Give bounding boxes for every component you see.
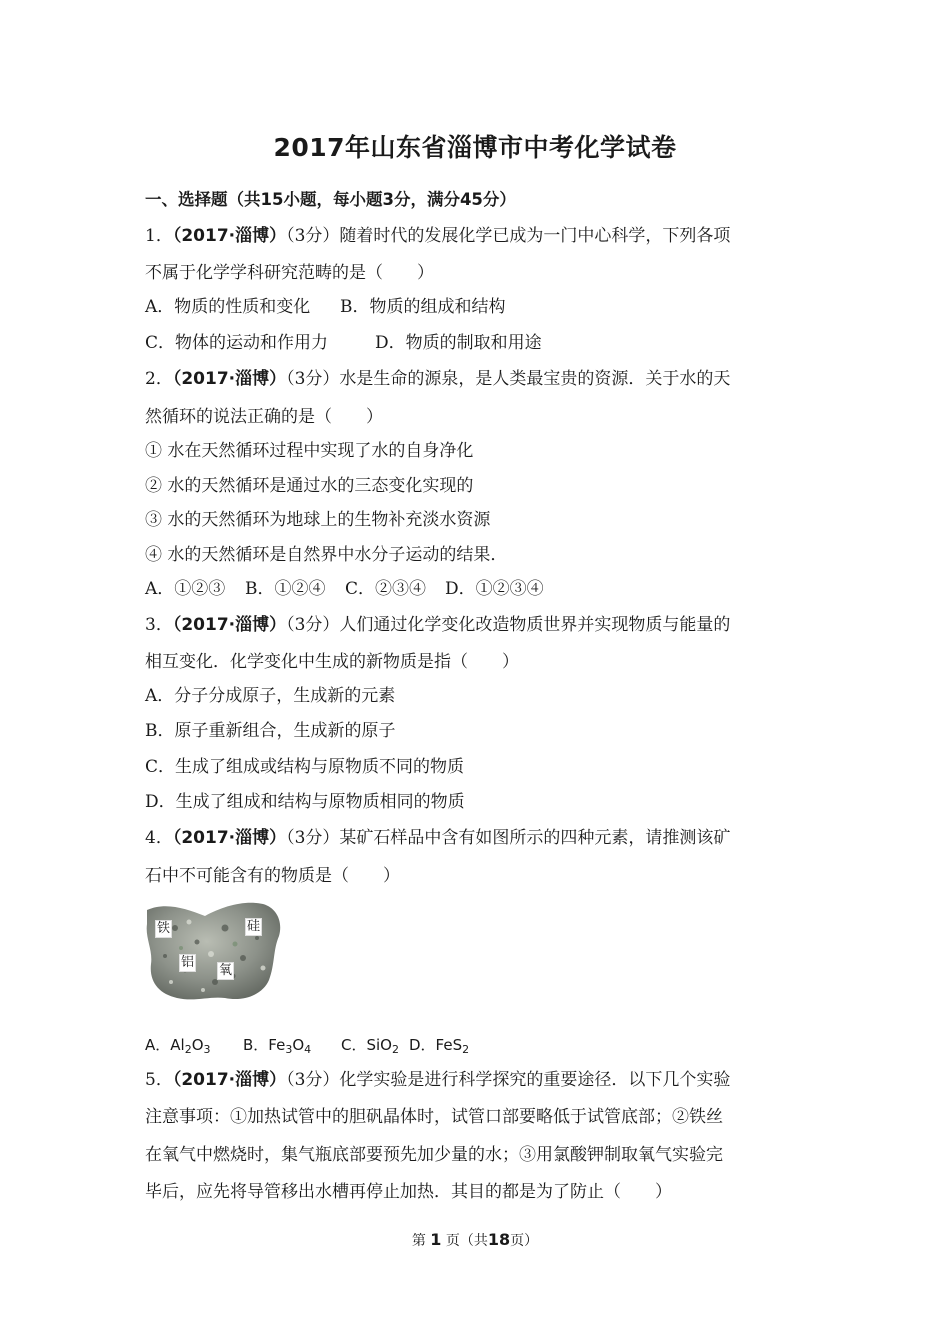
page-number: 1 bbox=[430, 1230, 442, 1249]
options-row bbox=[145, 577, 825, 601]
question-4 bbox=[145, 826, 825, 850]
statement-2: ② 水的天然循环是通过水的三态变化实现的 bbox=[145, 476, 474, 496]
option-d: D．①②③④ bbox=[445, 579, 544, 599]
label-oxygen: 氧 bbox=[219, 963, 233, 978]
question-number: 2． bbox=[145, 369, 173, 389]
question-text: （3分）化学实验是进行科学探究的重要途径．以下几个实验 bbox=[286, 1070, 731, 1090]
options-row bbox=[145, 1033, 825, 1062]
source-tag: （2017·淄博） bbox=[172, 369, 287, 389]
option-a: A．物质的性质和变化 bbox=[145, 297, 311, 317]
question-5 bbox=[145, 1068, 825, 1092]
option-a: A．分子分成原子，生成新的元素 bbox=[145, 686, 396, 706]
option-b: B．①②④ bbox=[245, 579, 326, 599]
question-text: 石中不可能含有的物质是（ ） bbox=[145, 866, 400, 886]
option-a: A．$Al_2O_3$ bbox=[145, 1036, 211, 1056]
question-text: 不属于化学学科研究范畴的是（ ） bbox=[145, 263, 434, 283]
option-c: C．SiO$_2$ bbox=[341, 1036, 399, 1056]
option-d: D．生成了组成和结构与原物质相同的物质 bbox=[145, 792, 465, 812]
question-text: 相互变化．化学变化中生成的新物质是指（ ） bbox=[145, 652, 519, 672]
section-heading: 一、选择题（共15小题，每小题3分，满分45分） bbox=[145, 190, 516, 209]
option-b: B．原子重新组合，生成新的原子 bbox=[145, 721, 396, 741]
options-row bbox=[145, 295, 825, 319]
label-aluminum: 铝 bbox=[181, 955, 195, 970]
question-1 bbox=[145, 224, 825, 248]
total-pages: 18 bbox=[487, 1230, 511, 1249]
source-tag: （2017·淄博） bbox=[172, 226, 287, 246]
question-number: 5． bbox=[145, 1070, 173, 1090]
question-text: （3分）随着时代的发展化学已成为一门中心科学，下列各项 bbox=[286, 226, 731, 246]
option-a: A．①②③ bbox=[145, 579, 226, 599]
option-d: D．FeS$_2$ bbox=[409, 1036, 470, 1056]
question-number: 4． bbox=[145, 828, 173, 848]
question-2 bbox=[145, 367, 825, 391]
label-iron: 铁 bbox=[157, 921, 171, 936]
source-tag: （2017·淄博） bbox=[172, 1070, 287, 1090]
source-tag: （2017·淄博） bbox=[172, 828, 287, 848]
options-row bbox=[145, 331, 825, 355]
rock-illustration bbox=[145, 898, 283, 1004]
question-text: 然循环的说法正确的是（ ） bbox=[145, 407, 383, 427]
question-text: 注意事项：①加热试管中的胆矾晶体时，试管口部要略低于试管底部；②铁丝 bbox=[145, 1107, 723, 1127]
question-text: （3分）某矿石样品中含有如图所示的四种元素，请推测该矿 bbox=[286, 828, 731, 848]
option-b: B．物质的组成和结构 bbox=[340, 297, 506, 317]
question-number: 1． bbox=[145, 226, 173, 246]
question-text: （3分）人们通过化学变化改造物质世界并实现物质与能量的 bbox=[286, 615, 731, 635]
question-text: 在氧气中燃烧时，集气瓶底部要预先加少量的水；③用氯酸钾制取氧气实验完 bbox=[145, 1145, 723, 1165]
statement-4: ④ 水的天然循环是自然界中水分子运动的结果． bbox=[145, 545, 508, 565]
question-number: 3． bbox=[145, 615, 173, 635]
option-d: D．物质的制取和用途 bbox=[375, 333, 542, 353]
statement-1: ① 水在天然循环过程中实现了水的自身净化 bbox=[145, 441, 474, 461]
page-title: 2017年山东省淄博市中考化学试卷 bbox=[273, 133, 677, 162]
question-text: （3分）水是生命的源泉，是人类最宝贵的资源．关于水的天 bbox=[286, 369, 731, 389]
question-text: 毕后，应先将导管移出水槽再停止加热．其目的都是为了防止（ ） bbox=[145, 1182, 672, 1202]
option-b: B．$Fe_3O_4$ bbox=[243, 1036, 312, 1056]
page-footer: 第 1 页（共18页） bbox=[411, 1230, 539, 1249]
label-silicon: 硅 bbox=[247, 919, 261, 934]
option-c: C．物体的运动和作用力 bbox=[145, 333, 329, 353]
question-3 bbox=[145, 613, 825, 637]
option-c: C．生成了组成或结构与原物质不同的物质 bbox=[145, 757, 465, 777]
option-c: C．②③④ bbox=[345, 579, 427, 599]
source-tag: （2017·淄博） bbox=[172, 615, 287, 635]
ore-sample-image bbox=[145, 898, 283, 1004]
statement-3: ③ 水的天然循环为地球上的生物补充淡水资源 bbox=[145, 510, 491, 530]
